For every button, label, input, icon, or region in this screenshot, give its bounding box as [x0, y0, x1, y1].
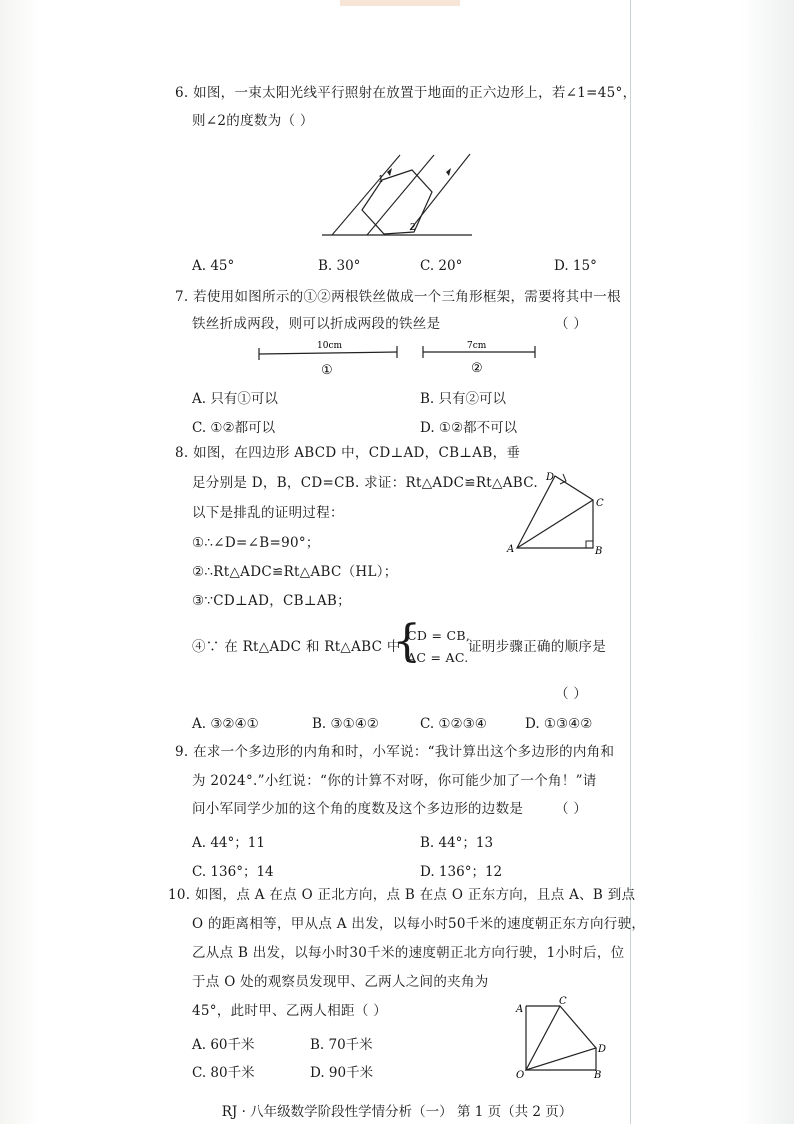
- q8-step3: ③∵CD⊥AD，CB⊥AB；: [192, 593, 351, 609]
- q7-option-a[interactable]: A. 只有①可以: [192, 391, 278, 407]
- q9-option-a[interactable]: A. 44°；11: [192, 835, 265, 851]
- q7-line2: 铁丝折成两段，则可以折成两段的铁丝是: [192, 316, 441, 332]
- q8-answer-paren: （ ）: [555, 686, 588, 702]
- q9-line3: 问小军同学少加的这个角的度数及这个多边形的边数是: [192, 801, 524, 817]
- q10-option-c[interactable]: C. 80千米: [192, 1065, 255, 1081]
- q8-condition-1: CD = CB,: [407, 628, 471, 643]
- q7-wire2-number: ②: [471, 361, 483, 376]
- q10-line3: 乙从点 B 出发，以每小时30千米的速度朝正北方向行驶，1小时后，位: [192, 945, 625, 961]
- q10-line2: O 的距离相等，甲从点 A 出发，以每小时50千米的速度朝正东方向行驶，: [192, 916, 646, 932]
- q7-wire1-length: 10cm: [317, 341, 343, 351]
- q10-option-a[interactable]: A. 60千米: [192, 1037, 255, 1053]
- q9-answer-paren: （ ）: [555, 801, 588, 817]
- q7-answer-paren: （ ）: [555, 316, 588, 332]
- q8-label-b: B: [595, 546, 603, 557]
- q7-wires-figure: [255, 338, 545, 382]
- q6-hexagon-figure: [322, 150, 482, 242]
- q8-step2: ②∴Rt△ADC≌Rt△ABC（HL）；: [192, 564, 398, 580]
- q10-option-b[interactable]: B. 70千米: [310, 1037, 373, 1053]
- q9-option-d[interactable]: D. 136°；12: [420, 864, 503, 880]
- q8-line1: 8. 如图，在四边形 ABCD 中，CD⊥AD，CB⊥AB，垂: [175, 445, 521, 461]
- q6-angle-1-label: 1: [378, 175, 384, 185]
- q6-option-a[interactable]: A. 45°: [192, 258, 235, 274]
- q10-line5: 45°，此时甲、乙两人相距（ ）: [192, 1003, 388, 1019]
- q8-option-c[interactable]: C. ①②③④: [420, 716, 487, 732]
- q7-option-d[interactable]: D. ①②都不可以: [420, 420, 518, 436]
- q8-step4-suffix: 证明步骤正确的顺序是: [468, 639, 606, 655]
- q10-line4: 于点 O 处的观察员发现甲、乙两人之间的夹角为: [192, 974, 489, 990]
- q8-option-a[interactable]: A. ③②④①: [192, 716, 259, 732]
- q10-label-b: B: [594, 1070, 602, 1081]
- q9-line2: 为 2024°.”小红说：“你的计算不对呀，你可能少加了一个角！”请: [192, 773, 597, 789]
- q6-option-c[interactable]: C. 20°: [420, 258, 463, 274]
- q6-line2: 则∠2的度数为（ ）: [192, 113, 314, 129]
- q8-label-a: A: [507, 544, 515, 555]
- q8-line2: 足分别是 D，B，CD=CB. 求证：Rt△ADC≌Rt△ABC.: [192, 475, 538, 491]
- q8-condition-2: AC = AC.: [407, 650, 469, 665]
- q8-brace: {: [393, 616, 421, 667]
- q10-figure: [512, 996, 612, 1082]
- q9-option-c[interactable]: C. 136°；14: [192, 864, 274, 880]
- q10-option-d[interactable]: D. 90千米: [310, 1065, 374, 1081]
- q6-option-b[interactable]: B. 30°: [318, 258, 361, 274]
- margin-line: [630, 0, 631, 1124]
- q10-line1: 10. 如图，点 A 在点 O 正北方向，点 B 在点 O 正东方向，且点 A、B 到点: [168, 887, 636, 903]
- q8-label-c: C: [596, 498, 604, 509]
- q7-wire1-number: ①: [321, 363, 333, 378]
- q8-label-d: D: [546, 472, 555, 483]
- q6-option-d[interactable]: D. 15°: [554, 258, 597, 274]
- q7-line1: 7. 若使用如图所示的①②两根铁丝做成一个三角形框架，需要将其中一根: [175, 289, 621, 305]
- q6-angle-2-label: 2: [410, 223, 416, 233]
- q10-label-d: D: [598, 1044, 607, 1055]
- q8-quadrilateral-figure: [505, 468, 615, 560]
- q9-line1: 9. 在求一个多边形的内角和时，小军说：“我计算出这个多边形的内角和: [175, 744, 615, 760]
- q10-label-a: A: [516, 1004, 524, 1015]
- q7-wire2-length: 7cm: [467, 341, 487, 351]
- q8-line3: 以下是排乱的证明过程：: [192, 505, 344, 521]
- q8-step4-prefix: ④∵ 在 Rt△ADC 和 Rt△ABC 中: [192, 639, 401, 655]
- q10-label-c: C: [559, 996, 567, 1007]
- q8-step1: ①∴∠D=∠B=90°；: [192, 535, 320, 551]
- q6-line1: 6. 如图，一束太阳光线平行照射在放置于地面的正六边形上，若∠1=45°，: [175, 85, 637, 101]
- scan-artifact: [340, 0, 460, 6]
- q10-label-o: O: [516, 1070, 525, 1081]
- q7-option-b[interactable]: B. 只有②可以: [420, 391, 507, 407]
- q9-option-b[interactable]: B. 44°；13: [420, 835, 494, 851]
- page-footer: RJ · 八年级数学阶段性学情分析（一） 第 1 页（共 2 页）: [221, 1104, 573, 1120]
- q8-option-b[interactable]: B. ③①④②: [312, 716, 379, 732]
- q7-option-c[interactable]: C. ①②都可以: [192, 420, 276, 436]
- q8-option-d[interactable]: D. ①③④②: [525, 716, 593, 732]
